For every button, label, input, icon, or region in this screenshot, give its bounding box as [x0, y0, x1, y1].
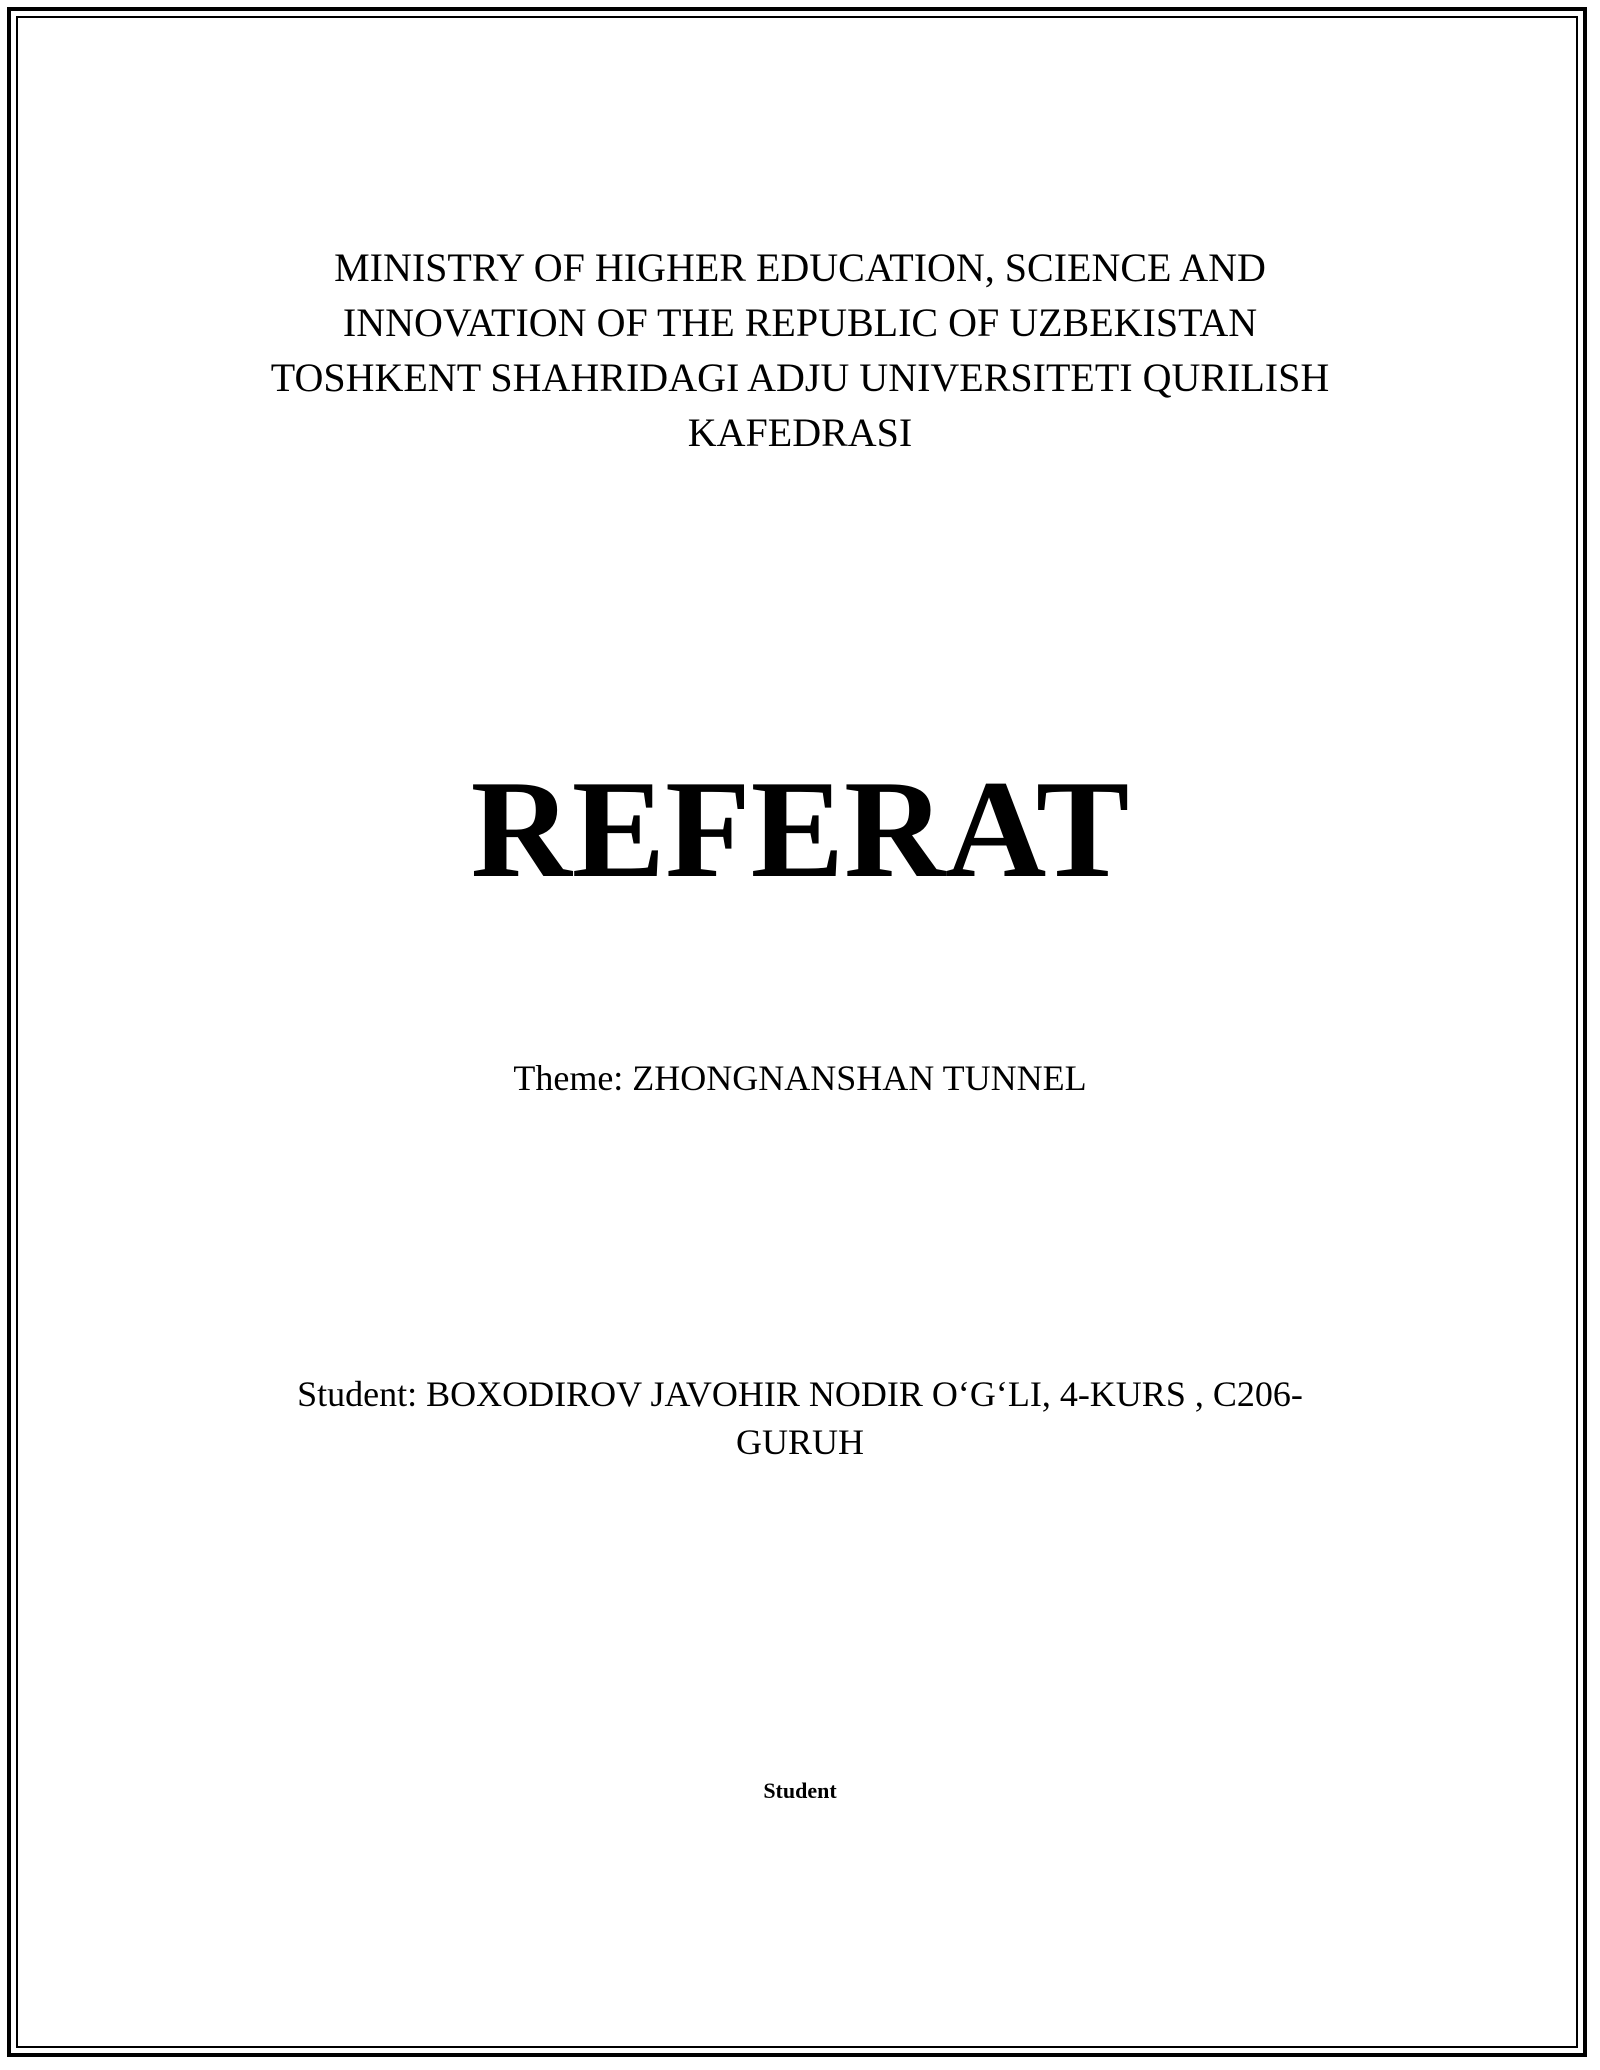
header-line-4: KAFEDRASI: [687, 410, 913, 455]
student-line-1: Student: BOXODIROV JAVOHIR NODIR O‘G‘LI, 4-KURS , C206-: [297, 1374, 1303, 1414]
header-line-1: MINISTRY OF HIGHER EDUCATION, SCIENCE AND: [334, 245, 1266, 290]
header-line-3: TOSHKENT SHAHRIDAGI ADJU UNIVERSITETI QURILISH: [270, 355, 1330, 400]
footer-student-label: Student: [763, 1778, 837, 1803]
student-info: [0, 1370, 1600, 1466]
student-line-2: GURUH: [735, 1422, 864, 1462]
header-line-2: INNOVATION OF THE REPUBLIC OF UZBEKISTAN: [342, 300, 1258, 345]
institution-header: [0, 240, 1600, 460]
document-title: REFERAT: [470, 752, 1130, 907]
theme-line: Theme: ZHONGNANSHAN TUNNEL: [513, 1058, 1087, 1098]
